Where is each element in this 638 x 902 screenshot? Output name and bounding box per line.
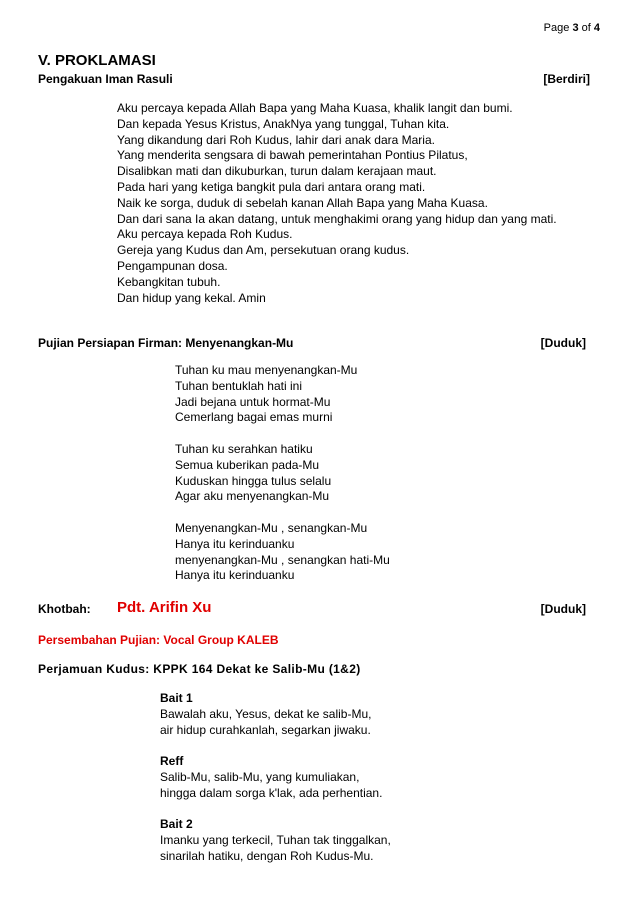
page-number — [544, 22, 600, 34]
lyric-line: sinarilah hatiku, dengan Roh Kudus-Mu. — [160, 848, 374, 863]
creed-line: Aku percaya kepada Allah Bapa yang Maha Kuasa, khalik langit dan bumi. — [117, 101, 513, 115]
lyric-line: Salib-Mu, salib-Mu, yang kumuliakan, — [160, 769, 360, 784]
persembahan-label: Persembahan Pujian: Vocal Group KALEB — [38, 633, 279, 647]
pujian-label: Pujian Persiapan Firman: Menyenangkan-Mu — [38, 336, 294, 350]
creed-line: Kebangkitan tubuh. — [117, 274, 221, 289]
lyric-line: Hanya itu kerinduanku — [175, 568, 295, 583]
lyric-line: menyenangkan-Mu , senangkan hati-Mu — [175, 552, 390, 567]
creed-line: Naik ke sorga, duduk di sebelah kanan Allah Bapa yang Maha Kuasa. — [117, 195, 488, 210]
creed-line: Gereja yang Kudus dan Am, persekutuan orang kudus. — [117, 243, 410, 258]
lyric-line: Bawalah aku, Yesus, dekat ke salib-Mu, — [160, 706, 372, 721]
bait2-title: Bait 2 — [160, 817, 193, 832]
creed-line: Yang dikandung dari Roh Kudus, lahir dari anak dara Maria. — [117, 132, 435, 147]
section-posture: [Berdiri] — [543, 72, 590, 86]
lyric-line: Cemerlang bagai emas murni — [175, 410, 333, 425]
lyric-line: hingga dalam sorga k'lak, ada perhentian. — [160, 785, 383, 800]
section-title: V. PROKLAMASI — [38, 52, 156, 69]
section-subtitle: Pengakuan Iman Rasuli — [38, 72, 173, 86]
perjamuan-label: Perjamuan Kudus: KPPK 164 Dekat ke Salib-Mu (1&2) — [38, 662, 361, 676]
creed-line: Pengampunan dosa. — [117, 258, 228, 273]
creed-line: Pada hari yang ketiga bangkit pula dari antara orang mati. — [117, 179, 426, 194]
lyric-line: Hanya itu kerinduanku — [175, 536, 295, 551]
lyric-line: Agar aku menyenangkan-Mu — [175, 489, 330, 504]
khotbah-posture: [Duduk] — [540, 602, 586, 616]
bait1-title: Bait 1 — [160, 691, 193, 705]
page-current: 3 — [572, 22, 579, 34]
lyric-line: Menyenangkan-Mu , senangkan-Mu — [175, 520, 368, 535]
reff-title: Reff — [160, 754, 184, 769]
creed-line: Dan kepada Yesus Kristus, AnakNya yang tunggal, Tuhan kita. — [117, 116, 450, 131]
creed-line: Dan hidup yang kekal. Amin — [117, 290, 266, 305]
creed-line: Dan dari sana Ia akan datang, untuk menghakimi orang yang hidup dan yang mati. — [117, 211, 557, 226]
lyric-line: Imanku yang terkecil, Tuhan tak tinggalkan, — [160, 833, 391, 848]
lyric-line: Semua kuberikan pada-Mu — [175, 457, 320, 472]
pujian-lyrics — [175, 363, 390, 584]
creed-text — [117, 101, 557, 306]
preacher-name: Pdt. Arifin Xu — [117, 599, 212, 616]
perjamuan-lyrics — [160, 691, 391, 865]
pujian-posture: [Duduk] — [540, 336, 586, 350]
lyric-line: Tuhan bentuklah hati ini — [175, 378, 302, 393]
lyric-line: Tuhan ku mau menyenangkan-Mu — [175, 363, 358, 377]
page-total: 4 — [593, 22, 600, 34]
lyric-line: Kuduskan hingga tulus selalu — [175, 473, 332, 488]
lyric-line: Jadi bejana untuk hormat-Mu — [175, 394, 331, 409]
creed-line: Disalibkan mati dan dikuburkan, turun dalam kerajaan maut. — [117, 164, 437, 179]
khotbah-label: Khotbah: — [38, 602, 91, 616]
page-label: Page — [543, 22, 570, 34]
creed-line: Aku percaya kepada Roh Kudus. — [117, 227, 293, 242]
creed-line: Yang menderita sengsara di bawah pemerintahan Pontius Pilatus, — [117, 148, 468, 163]
lyric-line: air hidup curahkanlah, segarkan jiwaku. — [160, 722, 371, 737]
page-of: of — [581, 22, 591, 34]
lyric-line: Tuhan ku serahkan hatiku — [175, 441, 313, 456]
